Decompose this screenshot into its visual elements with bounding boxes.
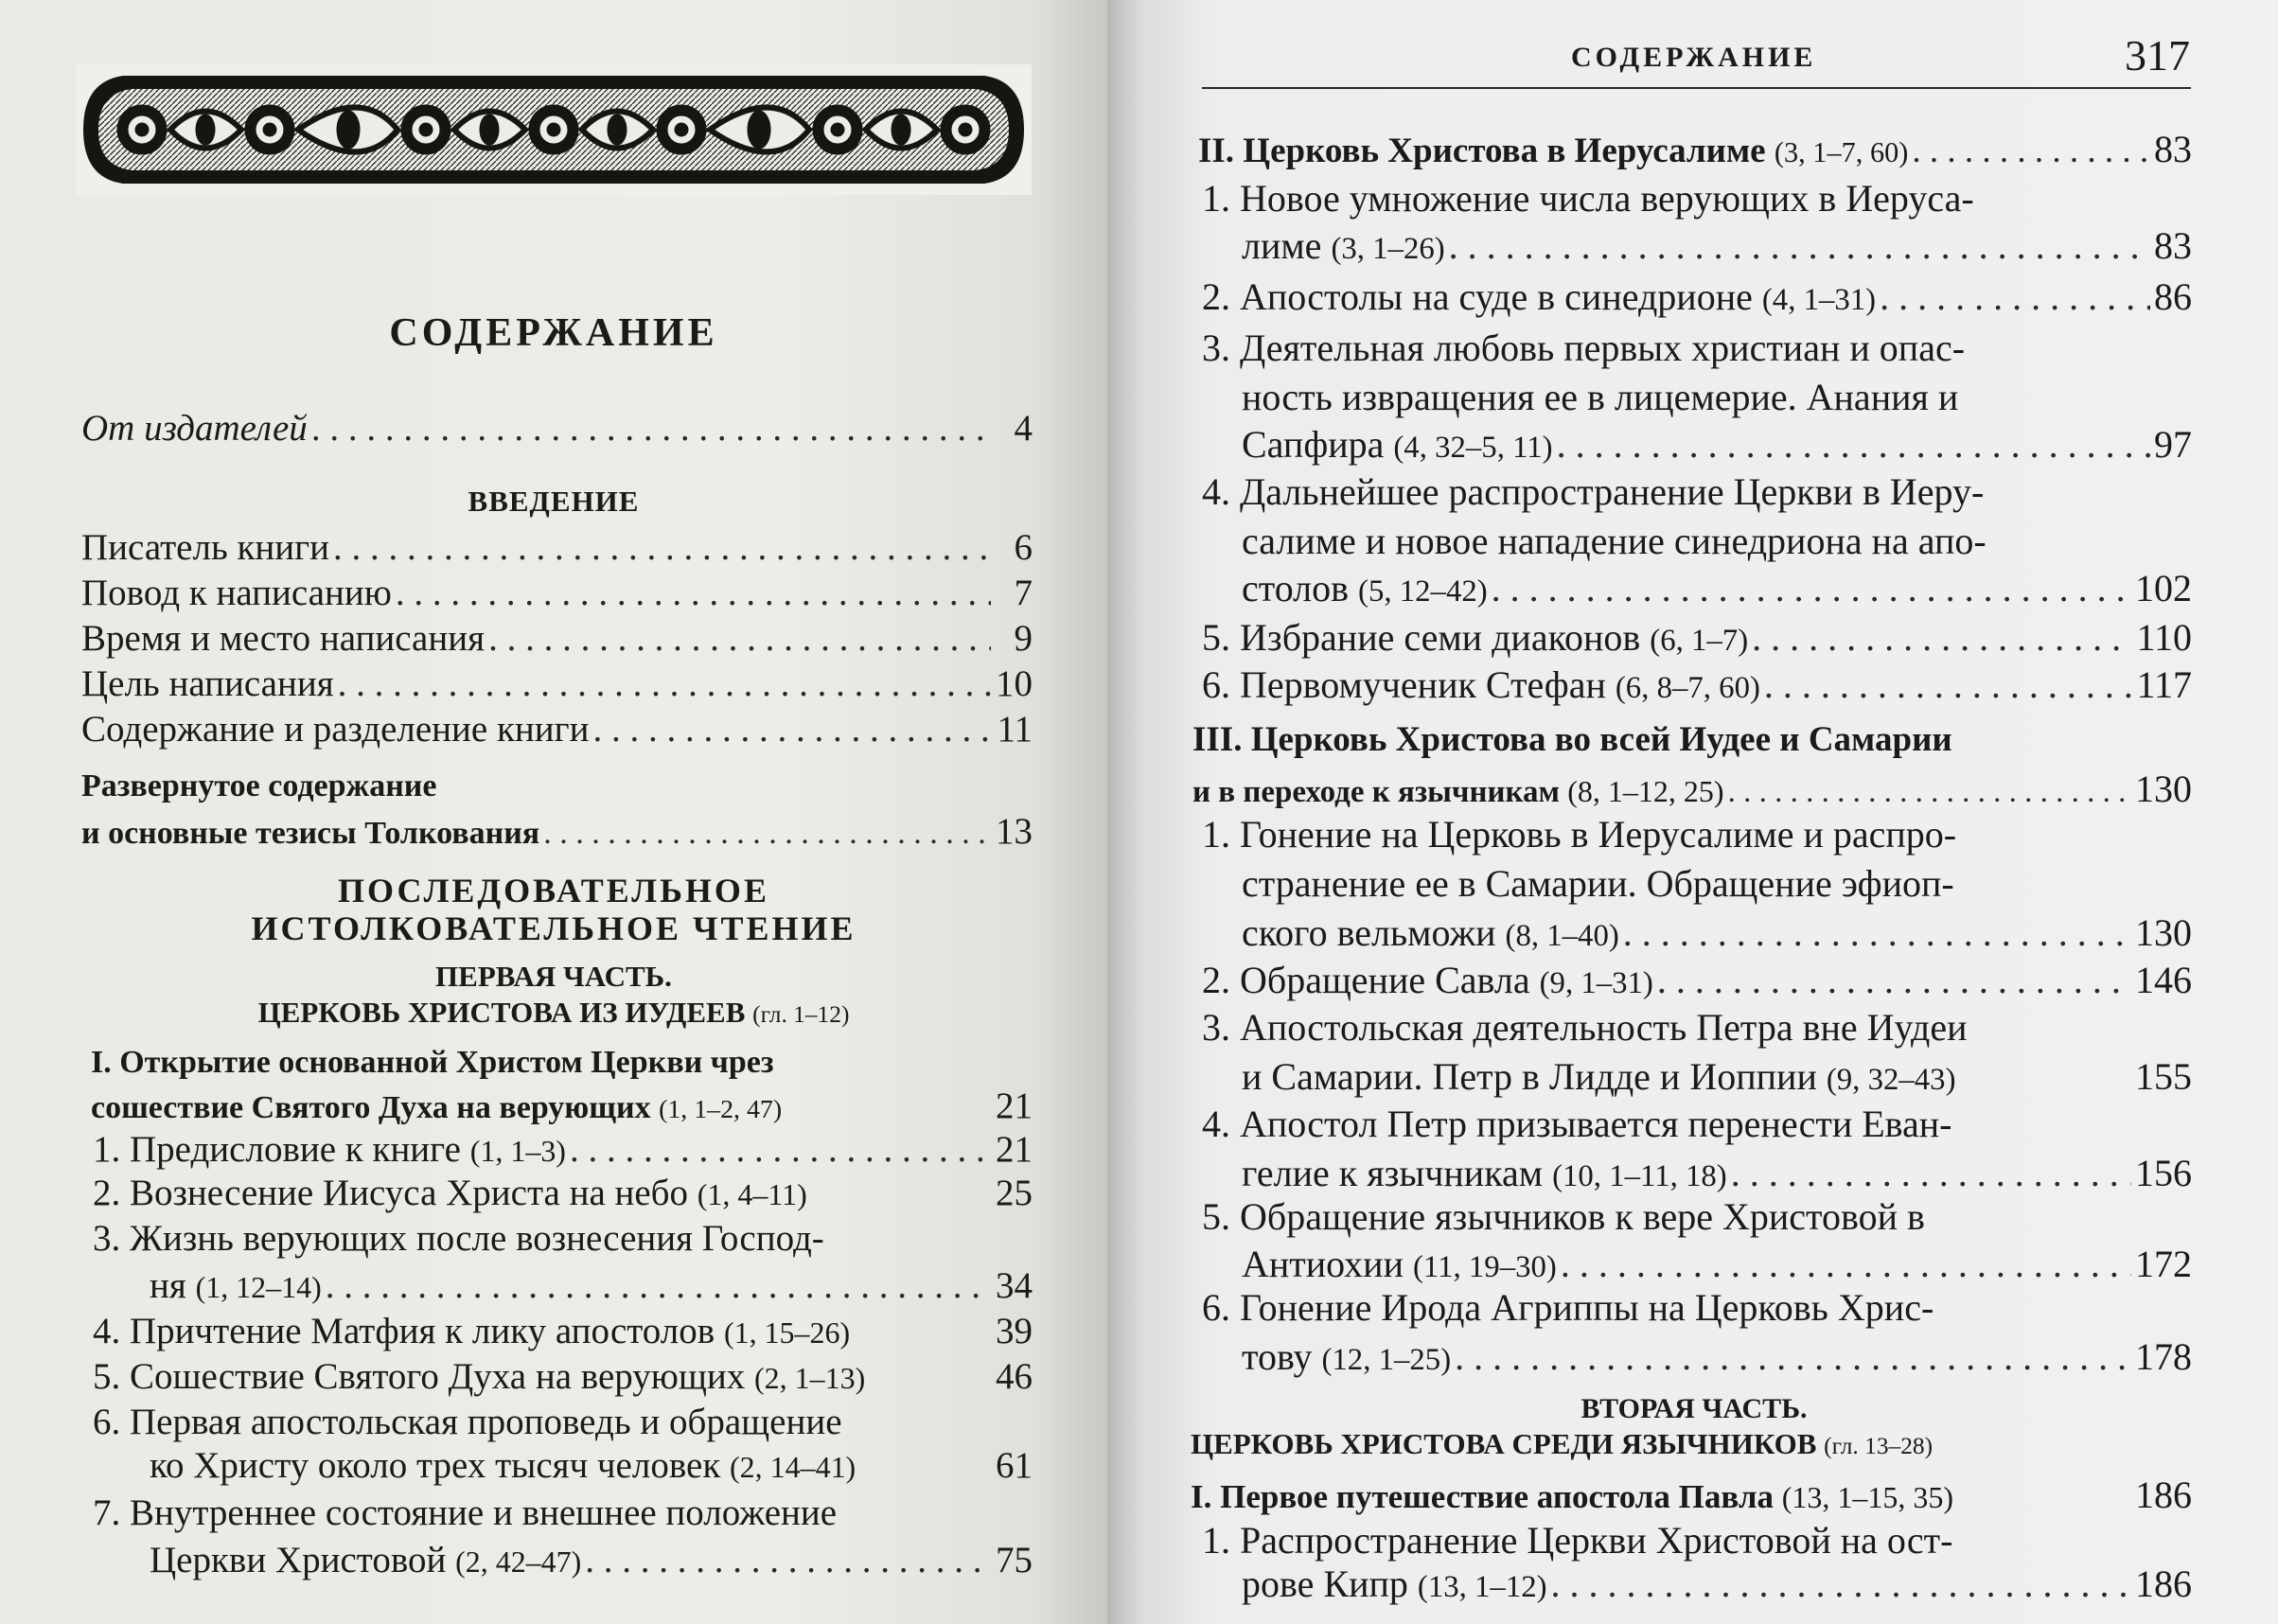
- toc-entry: гелие к язычникам (10, 1–11, 18) . . . 156: [1242, 1151, 2192, 1195]
- toc-entry: и в переходе к язычникам (8, 1–12, 25) . . . 130: [1192, 767, 2192, 811]
- toc-entry-line: ность извращения ее в лицемерие. Анания и: [1242, 376, 1959, 418]
- toc-entry: Церкви Христовой (2, 42–47) . . . 75: [150, 1539, 1033, 1581]
- page-number: 317: [2125, 31, 2190, 79]
- toc-entry: ского вельможи (8, 1–40) . . . 130: [1242, 910, 2192, 955]
- decorative-ornament-band: [76, 64, 1032, 195]
- toc-entry-line: Развернутое содержание: [81, 768, 437, 803]
- toc-entry: Цель написания . . . 10: [81, 662, 1033, 705]
- toc-entry: 2. Обращение Савла (9, 1–31) . . . 146: [1202, 958, 2192, 1002]
- toc-entry-line: странение ее в Самарии. Обращение эфиоп-: [1242, 862, 1954, 905]
- toc-entry: Повод к написанию . . . 7: [81, 572, 1033, 614]
- section-heading: ВВЕДЕНИЕ: [468, 485, 640, 518]
- toc-entry: От издателей . . . 4: [81, 407, 1033, 450]
- section-heading: ПОСЛЕДОВАТЕЛЬНОЕ: [338, 872, 769, 909]
- toc-entry: 2. Апостолы на суде в синедрионе (4, 1–31) . . . 86: [1202, 274, 2192, 319]
- toc-entry-line: 3. Жизнь верующих после вознесения Господ-: [93, 1218, 824, 1259]
- part-heading: ВТОРАЯ ЧАСТЬ.: [1580, 1393, 1808, 1424]
- toc-entry-line: 1. Распространение Церкви Христовой на ост-: [1202, 1519, 1953, 1562]
- toc-entry: 2. Вознесение Иисуса Христа на небо (1, 4–11) 25: [93, 1173, 1033, 1213]
- toc-entry-line: 7. Внутреннее состояние и внешнее положение: [93, 1492, 838, 1533]
- toc-entry: Содержание и разделение книги . . . 11: [81, 708, 1033, 750]
- toc-entry: и основные тезисы Толкования . . . 13: [81, 810, 1033, 853]
- toc-entry: сошествие Святого Духа на верующих (1, 1–2, 47) 21: [91, 1086, 1033, 1126]
- toc-entry: 5. Сошествие Святого Духа на верующих (2, 1–13) 46: [93, 1356, 1033, 1397]
- toc-entry: рове Кипр (13, 1–12) . . . 186: [1242, 1562, 2192, 1606]
- toc-entry: II. Церковь Христова в Иерусалиме (3, 1–7, 60) . . . 83: [1198, 127, 2192, 171]
- toc-entry-line: 1. Новое умножение числа верующих в Иеруса-: [1202, 177, 1974, 220]
- section-heading: ИСТОЛКОВАТЕЛЬНОЕ ЧТЕНИЕ: [251, 909, 856, 947]
- part-subheading: ЦЕРКОВЬ ХРИСТОВА СРЕДИ ЯЗЫЧНИКОВ (гл. 13–28): [1191, 1427, 1934, 1460]
- part-heading: ПЕРВАЯ ЧАСТЬ.: [435, 960, 672, 993]
- toc-entry: Писатель книги . . . 6: [81, 526, 1033, 569]
- toc-entry-line: III. Церковь Христова во всей Иудее и Самарии: [1192, 720, 1952, 759]
- running-head: СОДЕРЖАНИЕ: [1571, 42, 1817, 73]
- toc-entry-line: 1. Гонение на Церковь в Иерусалиме и распро-: [1202, 813, 1957, 856]
- part-subheading: ЦЕРКОВЬ ХРИСТОВА ИЗ ИУДЕЕВ (гл. 1–12): [257, 996, 850, 1029]
- toc-entry: Антиохии (11, 19–30) . . . 172: [1242, 1242, 2192, 1286]
- toc-entry: и Самарии. Петр в Лидде и Иоппии (9, 32–43) 155: [1242, 1055, 2192, 1098]
- toc-entry: столов (5, 12–42) . . . 102: [1242, 566, 2192, 610]
- toc-entry: ко Христу около трех тысяч человек (2, 14–41) 61: [150, 1445, 1033, 1486]
- toc-entry-line: салиме и новое нападение синедриона на апо-: [1242, 520, 1987, 562]
- toc-entry-line: 5. Обращение язычников к вере Христовой в: [1202, 1195, 1925, 1238]
- header-rule: [1202, 87, 2191, 89]
- toc-entry-line: 4. Апостол Петр призывается перенести Еван-: [1202, 1103, 1952, 1145]
- toc-entry: Время и место написания . . . 9: [81, 617, 1033, 660]
- left-page: [0, 0, 1107, 1624]
- toc-entry: 1. Предисловие к книге (1, 1–3) . . . 21: [93, 1128, 1033, 1171]
- toc-entry: 4. Причтение Матфия к лику апостолов (1, 15–26) 39: [93, 1311, 1033, 1351]
- toc-entry: лиме (3, 1–26) . . . 83: [1242, 223, 2192, 268]
- toc-entry-line: 3. Апостольская деятельность Петра вне Иудеи: [1202, 1006, 1968, 1049]
- toc-entry: 6. Первомученик Стефан (6, 8–7, 60) . . . 117: [1202, 662, 2192, 707]
- toc-entry-line: 3. Деятельная любовь первых христиан и опас-: [1202, 327, 1966, 369]
- toc-entry-line: 6. Первая апостольская проповедь и обращение: [93, 1402, 842, 1442]
- toc-entry: I. Первое путешествие апостола Павла (13, 1–15, 35) 186: [1191, 1474, 2192, 1516]
- toc-entry: Сапфира (4, 32–5, 11) . . . 97: [1242, 422, 2192, 467]
- toc-entry: 5. Избрание семи диаконов (6, 1–7) . . . 110: [1202, 615, 2192, 660]
- toc-entry: ня (1, 12–14) . . . 34: [150, 1264, 1033, 1307]
- toc-title: СОДЕРЖАНИЕ: [389, 311, 718, 355]
- toc-entry-line: 4. Дальнейшее распространение Церкви в Иеру-: [1202, 470, 1985, 513]
- toc-entry: тову (12, 1–25) . . . 178: [1242, 1334, 2192, 1379]
- right-page: [1107, 0, 2278, 1624]
- toc-entry-line: I. Открытие основанной Христом Церкви чрез: [91, 1045, 774, 1080]
- toc-entry-line: 6. Гонение Ирода Агриппы на Церковь Хрис-: [1202, 1286, 1934, 1329]
